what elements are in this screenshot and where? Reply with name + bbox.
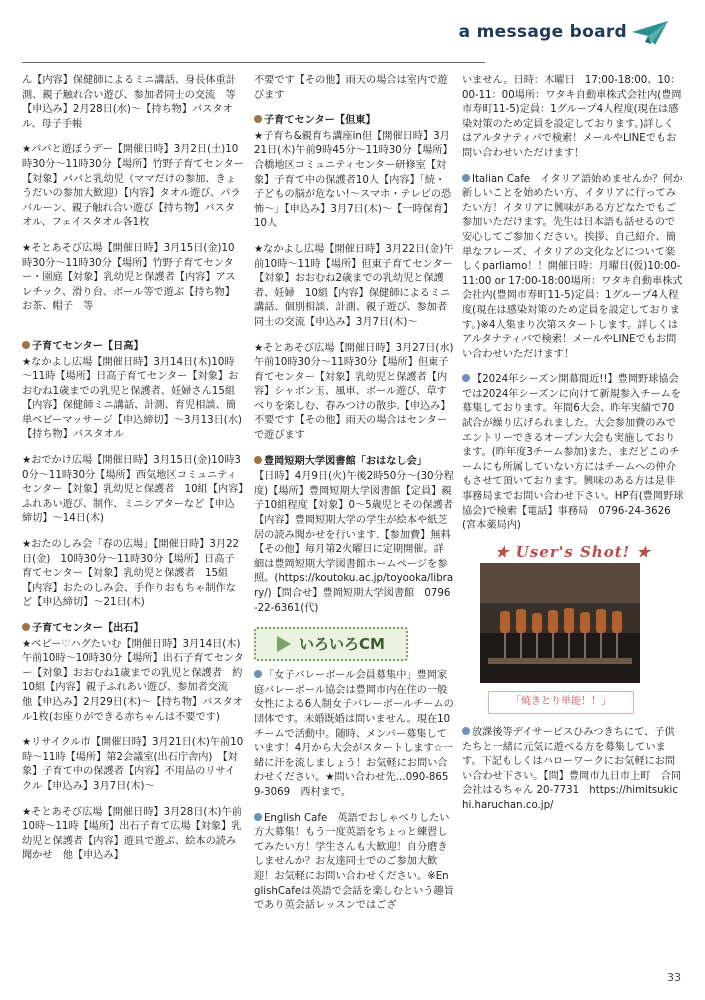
section-heading-tanto: 子育てセンター【但東】 <box>254 114 454 129</box>
paragraph: English Cafe 英語でおしゃべりしたい方大募集！もう一度英語をちょっと練習してみたい方！学生さんも大歓迎！自分磨きしませんか？お友達同士でのご参加大歓迎！お気軽にお問い合わせください。※EnglishCafeは英語で会話を楽しむという趣旨であり英会話レッスンではござ <box>254 812 454 912</box>
paragraph: ★なかよし広場【開催日時】3月22日(金)午前10時～11時【場所】但東子育てセンター【対象】おおむね2歳までの乳幼児と保護者、妊婦 10組【内容】保健師によるミニ講話、個別相談、計測、親子遊び、参加者同士の交流【申込み】3月7日(木)～ <box>254 243 454 328</box>
paragraph: ★リサイクル市【開催日時】3月21日(木)午前10時～11時【場所】第2会議室(出石庁舎内) 【対象】子育て中の保護者【内容】不用品のリサイクル【申込み】3月7日(木)～ <box>22 737 244 792</box>
paragraph: Italian Cafe イタリア語始めませんか？何か新しいことを始めたい方、イタリアに行ってみたい方！イタリアに興味がある方どなたでもご参加いただけます。先生は日本語も話せるので安心してご参加ください。挨拶、自己紹介、簡単なフレーズ、イタリアの文化などについて楽しくparliamo！！開催日時：月曜日(仮)10:00-11:00 or 17:00-18:00場所：ワタキ自動車株式会社内(豊岡市寿町11-5)定員：1グループ4人程度(現在は感染対策のため定員を設定しております。)※4人集まり次第スタートします。詳しくはアルタナティバで検索！メールやLINEでもお問い合わせいただけます！ <box>462 173 683 360</box>
bullet-dot-icon <box>462 727 470 735</box>
bullet-dot-icon <box>254 115 262 123</box>
paragraph: 不要です【その他】雨天の場合は室内で遊びます <box>254 75 448 101</box>
paragraph: 放課後等デイサービスひみつきちにて、子供たちと一緒に元気に遊べる方を募集しています。下記もしくはハローワークにお気軽にお問い合わせ下さい。【問】豊岡市九日市上町 合同会社はるちゃん 20-7731 https://himitsukichi.haruchan.co.jp/ <box>462 727 682 811</box>
bullet-dot-icon <box>462 374 470 382</box>
bullet-dot-icon <box>462 174 470 182</box>
bullet-dot-icon <box>254 456 262 464</box>
paragraph: ★おたのしみ会「春の広場」【開催日時】3月22日(金) 10時30分～11時30分【場所】日高子育てセンター【対象】乳幼児と保護者 15組【内容】おたのしみ会、手作りおもちゃ制作など【申込締切】～21日(木) <box>22 539 240 609</box>
paragraph: ★そとあそび広場【開催日時】3月15日(金)10時30分～11時30分【場所】竹野子育てセンター・園庭【対象】乳幼児と保護者【内容】アスレチック、滑り台、ボール等で遊ぶ【持ち物】お茶、帽子 等 <box>22 242 236 313</box>
grilled-skewers-photo-icon <box>480 563 640 683</box>
users-shot-photo <box>480 563 640 683</box>
cm-section-title: いろいろCM <box>299 634 385 653</box>
paragraph: いません。日時：木曜日 17:00-18:00、10：00-11：00場所：ワタキ自動車株式会社内(豊岡市寿町11-5)定員：1グループ4人程度(現在は感染対策のため定員を設定しております。)詳しくはアルタナティバで検索！メールやLINEでもお問い合わせいただけます！ <box>462 75 682 159</box>
paragraph: ★パパと遊ぼうデー【開催日時】3月2日(土)10時30分～11時30分【場所】竹野子育てセンター【対象】パパと乳幼児（ママだけの参加、きょうだいの参加大歓迎）【内容】タオル遊び、パラバルーン、親子触れ合い遊び【持ち物】バスタオル、フェイスタオル各1枚 <box>22 144 244 229</box>
section-heading-hidaka: 子育てセンター【日高】 <box>22 340 244 355</box>
section-heading-library: 豊岡短期大学図書館「おはなし会」 <box>254 455 454 470</box>
header-rule <box>22 62 485 63</box>
paragraph: ん【内容】保健師によるミニ講話、身長体重計測、親子触れ合い遊び、参加者同士の交流 等【申込み】2月28日(水)～【持ち物】バスタオル、母子手帳 <box>22 75 236 130</box>
paragraph: 【日時】4月9日(火)午後2時50分～(30分程度)【場所】豊岡短期大学図書館【定員】親子10組程度【対象】0～5歳児とその保護者【内容】豊岡短期大学の学生が絵本や紙芝居の読み聞かせを行います.【参加費】無料【その他】毎月第2火曜日に定期開催。詳細は豊岡短期大学図書館ホームページを参照。(https://koutoku.ac.jp/toyooka/library/)【問合せ】豊岡短期大学図書館 0796-22-6361(代) <box>254 471 454 614</box>
paragraph: ★そとあそび広場【開催日時】3月28日(木)午前10時～11時【場所】出石子育て広場【対象】乳幼児と保護者【内容】遊具で遊ぶ、絵本の読み聞かせ 他【申込み】 <box>22 806 242 862</box>
cm-section-banner <box>254 627 408 661</box>
paragraph: 【2024年シーズン開幕間近!!】豊岡野球協会では2024年シーズンに向けて新規参入チームを募集しております。年間6大会、昨年実績で70試合が繰り広げられました。大会参加費のみでエントリーできるオープン大会も実施しております。(昨年度3チーム参加)また、まだどこのチームにも所属していない方にはチームへの仲介もさせて頂いております。興味のある方は是非事務局までお問い合わせ下さい。HP有(豊岡野球協会)で検索【電話】事務局 0796-24-3626(宮本薬局内) <box>462 374 684 532</box>
photo-caption: 「焼きとり単能！！」 <box>488 691 634 714</box>
paper-plane-icon <box>631 20 669 46</box>
bullet-dot-icon <box>22 623 30 631</box>
page-title: a message board <box>458 22 627 42</box>
paragraph: ★そとあそび広場【開催日時】3月27日(水)午前10時30分～11時30分【場所】但東子育てセンター【対象】乳幼児と保護者【内容】シャボン玉、風車、ボール遊び、草すべりを楽しむ、春みつけの散歩.【申込み】不要です【その他】雨天の場合はセンターで遊びます <box>254 342 454 442</box>
bullet-dot-icon <box>22 341 30 349</box>
paragraph: ★おでかけ広場【開催日時】3月15日(金)10時30分～11時30分【場所】西気地区コミュニティセンター【対象】乳幼児と保護者 10組【内容】ふれあい遊び、制作、ミニシアターなど【申込締切】～14日(木) <box>22 455 244 525</box>
users-shot-title: ★ User's Shot! ★ <box>495 542 651 561</box>
paragraph: ★なかよし広場【開催日時】3月14日(木)10時～11時【場所】日高子育てセンター【対象】おおむね1歳までの乳児と保護者、妊婦さん15組【内容】保健師ミニ講話、計測、育児相談、簡単ベビーマッサージ【申込締切】～3月13日(水)【持ち物】バスタオル <box>22 356 242 441</box>
bullet-dot-icon <box>254 670 262 678</box>
paragraph: ★子育ち&親育ち講座in但【開催日時】3月21日(木)午前9時45分～11時30分【場所】合橋地区コミュニティセンター研修室【対象】子育て中の保護者10人【内容】「続・子どもの脳が危ない!～スマホ・テレビの恐怖～」【申込み】3月7日(木)～【一時保育】10人 <box>254 130 454 230</box>
page-number: 33 <box>667 971 681 984</box>
bullet-dot-icon <box>254 813 262 821</box>
column-2 <box>254 74 454 925</box>
paragraph: ★ベビー♡ハグたいむ【開催日時】3月14日(木)午前10時～10時30分【場所】出石子育てセンター【対象】おおむね1歳までの乳児と保護者 約10組【内容】親子ふれあい遊び、参加者交流 他【申込み】2月29日(木)～【持ち物】バスタオル1枚(お座りができる赤ちゃんは不要です) <box>22 638 244 723</box>
triangle-icon <box>277 636 291 652</box>
column-1 <box>22 74 244 875</box>
section-heading-izushi: 子育てセンター【出石】 <box>22 622 244 637</box>
column-3 <box>462 74 684 825</box>
paragraph: 「女子バレーボール会員募集中」豊岡家庭バレーボール協会は豊岡市内在住の一般女性による6人制女子バレーボールチームの団体です。未婚既婚は問いません。現在10チームで活動中。随時、メンバー募集しています！4月から大会がスタートします☆一緒に汗を流しましょう！お気軽にお問い合わせください。★問い合わせ先…090-8659-3069 西村まで。 <box>254 670 454 798</box>
